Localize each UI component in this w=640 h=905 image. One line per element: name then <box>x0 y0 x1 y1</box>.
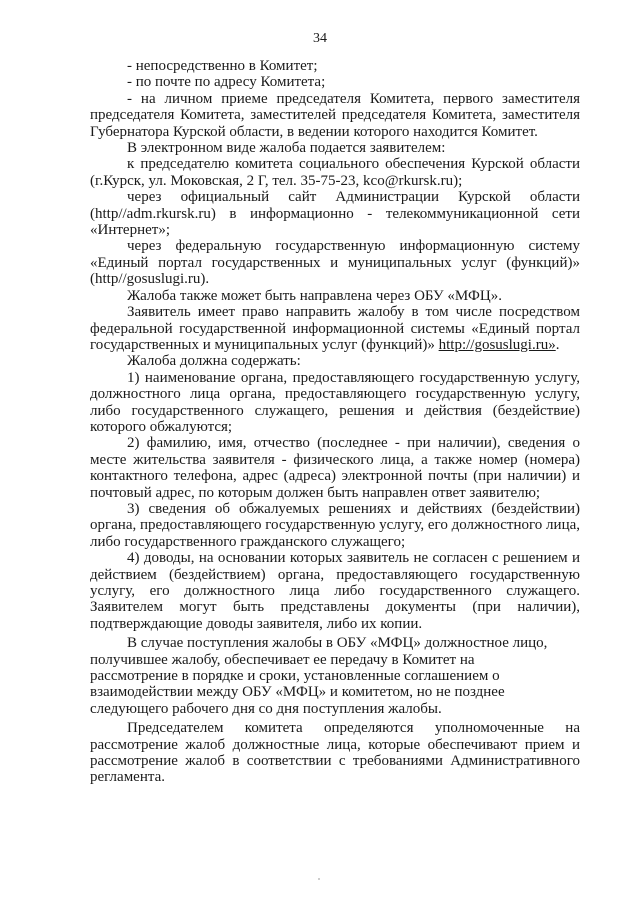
list-item: 4) доводы, на основании которых заявитель не согласен с решением и действием (бездействием) органа, предоставляющего государственную услугу, его должностного лица либо государственного служащего. Заявителем могут быть представлены документы (при наличии), подтверждающие доводы заявителя, либо их копии. <box>90 550 580 632</box>
paragraph: через федеральную государственную информационную систему «Единый портал государственных и муниципальных услуг (функций)» (http//gosuslugi.ru). <box>90 238 580 288</box>
list-item: - непосредственно в Комитет; <box>127 58 318 74</box>
paragraph-with-link <box>90 304 580 353</box>
paragraph: через официальный сайт Администрации Курской области (http//adm.rkursk.ru) в информационно - телекоммуникационной сети «Интернет»; <box>90 189 580 239</box>
list-item: - по почте по адресу Комитета; <box>127 74 326 91</box>
page-number: 34 <box>313 31 327 46</box>
paragraph: Председателем комитета определяются уполномоченные на рассмотрение жалоб должностные лица, которые обеспечивают прием и рассмотрение жалоб в соответствии с требованиями Административного регламента. <box>90 720 580 786</box>
list-item: - на личном приеме председателя Комитета, первого заместителя председателя Комитета, заместителей председателя Комитета, заместителя Губернатора Курской области, в ведении которого находится Комитет. <box>90 90 580 140</box>
list-item: 1) наименование органа, предоставляющего государственную услугу, должностного лица органа, предоставляющего государственную услугу, либо государственного служащего, решения и действия (бездействие) которого обжалуются; <box>90 369 580 435</box>
document-body <box>90 58 580 786</box>
list-item: 3) сведения об обжалуемых решениях и действиях (бездействии) органа, предоставляющего государственную услугу, его должностного лица, либо государственного гражданского служащего; <box>90 500 580 550</box>
paragraph: В электронном виде жалоба подается заявителем: <box>127 140 446 157</box>
paragraph: к председателю комитета социального обеспечения Курской области (г.Курск, ул. Моковская, 2 Г, тел. 35-75-23, kco@rkursk.ru); <box>90 156 580 189</box>
list-item: 2) фамилию, имя, отчество (последнее - при наличии), сведения о месте жительства заявителя - физического лица, а также номер (номера) контактного телефона, адрес (адреса) электронной почты (при наличии) и почтовый адрес, по которым должен быть направлен ответ заявителю; <box>90 435 580 501</box>
gosuslugi-link[interactable]: http://gosuslugi.ru» <box>438 336 556 353</box>
paragraph: В случае поступления жалобы в ОБУ «МФЦ» должностное лицо, получившее жалобу, обеспечивает ее передачу в Комитет на рассмотрение в порядке и сроки, установленные соглашением о взаимодействии между ОБУ «МФЦ» и комитетом, но не позднее следующего рабочего дня со дня поступления жалобы. <box>90 635 548 717</box>
scan-artifact <box>318 878 320 880</box>
paragraph-tail: . <box>555 336 560 353</box>
paragraph: Жалоба должна содержать: <box>127 353 301 370</box>
paragraph-text: Заявитель имеет право направить жалобу в том числе посредством федеральной государственной информационной системы «Единый портал государственных и муниципальных услуг (функций)» <box>90 304 580 353</box>
paragraph: Жалоба также может быть направлена через ОБУ «МФЦ». <box>127 287 502 304</box>
